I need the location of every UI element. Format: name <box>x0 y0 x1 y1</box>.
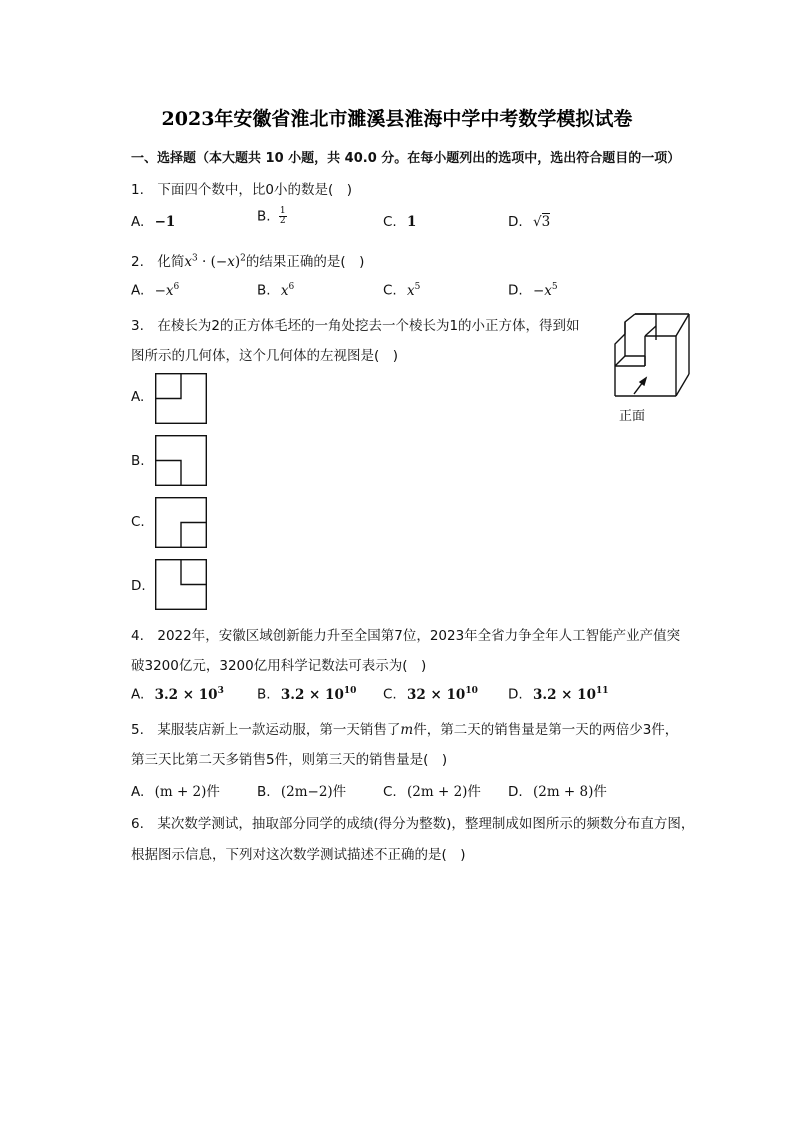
q3-option-b-label: B. <box>131 453 145 469</box>
q5-option-a-label: A. <box>131 784 145 800</box>
q5-option-a <box>131 780 220 800</box>
q3-option-d-label: D. <box>131 578 146 594</box>
q3-option-a-label: A. <box>131 389 145 405</box>
q5-option-b-label: B. <box>257 784 271 800</box>
q2-option-a-exp: 6 <box>173 282 180 292</box>
q4-option-c-base: 32 × 10 <box>407 686 466 703</box>
q3-option-c-view <box>155 497 207 548</box>
q2-option-c-exp: 5 <box>414 282 421 292</box>
q1-option-c-value: 1 <box>407 214 417 230</box>
question-3-stem-line1: 3. 在棱长为2的正方体毛坯的一角处挖去一个棱长为1的小正方体，得到如 <box>131 318 580 334</box>
q2-option-b-exp: 6 <box>288 282 295 292</box>
q5-line1-post: 件，第二天的销售量是第一天的两倍少3件， <box>413 722 679 738</box>
q1-option-b <box>257 207 287 226</box>
q1-option-a-label: A. <box>131 214 145 230</box>
q1-option-d <box>508 214 550 230</box>
q2-option-a-label: A. <box>131 282 145 299</box>
fraction-denominator: 2 <box>279 216 286 226</box>
q4-option-b-exp: 10 <box>343 686 357 696</box>
q2-dot-part: · ( <box>197 254 216 270</box>
q2-suffix: 的结果正确的是( ) <box>245 254 365 270</box>
q5-option-c-label: C. <box>383 784 397 800</box>
question-6-stem-line1: 6. 某次数学测试，抽取部分同学的成绩(得分为整数)，整理制成如图所示的频数分布直方图， <box>131 816 695 832</box>
q2-option-b-value: x <box>280 282 289 299</box>
q2-prefix: 2. 化简 <box>131 254 185 270</box>
q4-option-c <box>383 686 478 703</box>
q2-option-b-label: B. <box>257 282 271 299</box>
q2-option-d <box>508 282 558 299</box>
q1-option-b-label: B. <box>257 208 271 225</box>
q1-option-a <box>131 214 175 230</box>
q3-option-a-view <box>155 373 207 424</box>
q5-variable-m: m <box>400 722 414 738</box>
q4-option-b-base: 3.2 × 10 <box>280 686 344 703</box>
question-2-stem <box>131 250 364 270</box>
q2-option-d-label: D. <box>508 282 523 299</box>
q1-option-c-label: C. <box>383 214 397 230</box>
q2-option-d-value: −x <box>532 282 552 299</box>
sqrt-sign: √ <box>532 214 542 230</box>
radicand: 3 <box>541 214 551 230</box>
q2-x: x <box>184 254 193 270</box>
q3-option-b-view <box>155 435 207 486</box>
q5-option-d-label: D. <box>508 784 523 800</box>
q3-cube-figure <box>612 312 694 402</box>
q4-option-d <box>508 686 609 703</box>
q5-option-b-value: (2m−2)件 <box>280 784 347 800</box>
q4-option-a-label: A. <box>131 686 145 703</box>
q2-exp2: 2 <box>240 253 246 264</box>
q5-option-b <box>257 780 346 800</box>
q2-exp3: 3 <box>192 253 198 264</box>
q4-option-d-exp: 11 <box>595 686 609 696</box>
q4-option-c-exp: 10 <box>465 686 478 696</box>
fraction-numerator: 1 <box>279 206 286 216</box>
q4-option-d-base: 3.2 × 10 <box>532 686 596 703</box>
q2-option-a <box>131 282 179 299</box>
q3-option-d-view <box>155 559 207 610</box>
question-1-stem: 1. 下面四个数中，比0小的数是( ) <box>131 182 353 198</box>
q3-figure-caption: 正面 <box>619 409 646 424</box>
q5-option-c-value: (2m + 2)件 <box>407 784 481 800</box>
question-5-stem-line2: 第三天比第二天多销售5件，则第三天的销售量是( ) <box>131 752 448 768</box>
page-title: 2023年安徽省淮北市濉溪县淮海中学中考数学模拟试卷 <box>161 108 633 130</box>
q2-close: ) <box>234 254 241 270</box>
q4-option-b <box>257 686 356 703</box>
q1-option-b-fraction <box>279 207 287 226</box>
q2-option-c-label: C. <box>383 282 397 299</box>
q2-option-c-value: x <box>407 282 415 299</box>
q5-option-d-value: (2m + 8)件 <box>532 784 607 800</box>
q5-option-a-value: (m + 2)件 <box>154 784 220 800</box>
q2-option-d-exp: 5 <box>551 282 558 292</box>
q1-option-d-label: D. <box>508 214 523 230</box>
q2-option-a-value: −x <box>154 282 174 299</box>
q3-option-c-label: C. <box>131 514 145 530</box>
q4-option-a <box>131 686 224 703</box>
question-4-stem-line2: 破3200亿元，3200亿用科学记数法可表示为( ) <box>131 658 427 674</box>
question-5-stem-line1 <box>131 718 678 738</box>
q5-line1-pre: 5. 某服装店新上一款运动服，第一天销售了 <box>131 722 401 738</box>
q1-option-c <box>383 214 416 230</box>
q1-option-a-value: −1 <box>154 214 176 230</box>
q4-option-b-label: B. <box>257 686 271 703</box>
section-heading: 一、选择题（本大题共 10 小题，共 40.0 分。在每小题列出的选项中，选出符合题目的一项） <box>131 151 681 166</box>
q5-option-c <box>383 780 481 800</box>
question-4-stem-line1: 4. 2022年，安徽区域创新能力升至全国第7位，2023年全省力争全年人工智能产业产值突 <box>131 628 681 644</box>
question-3-stem-line2: 图所示的几何体，这个几何体的左视图是( ) <box>131 348 399 364</box>
q5-option-d <box>508 780 607 800</box>
q4-option-a-exp: 3 <box>217 686 224 696</box>
q2-negx: −x <box>215 254 235 270</box>
q2-option-c <box>383 282 420 299</box>
q4-option-c-label: C. <box>383 686 397 703</box>
q2-option-b <box>257 282 294 299</box>
question-6-stem-line2: 根据图示信息，下列对这次数学测试描述不正确的是( ) <box>131 847 466 863</box>
q4-option-d-label: D. <box>508 686 523 703</box>
q4-option-a-base: 3.2 × 10 <box>154 686 218 703</box>
